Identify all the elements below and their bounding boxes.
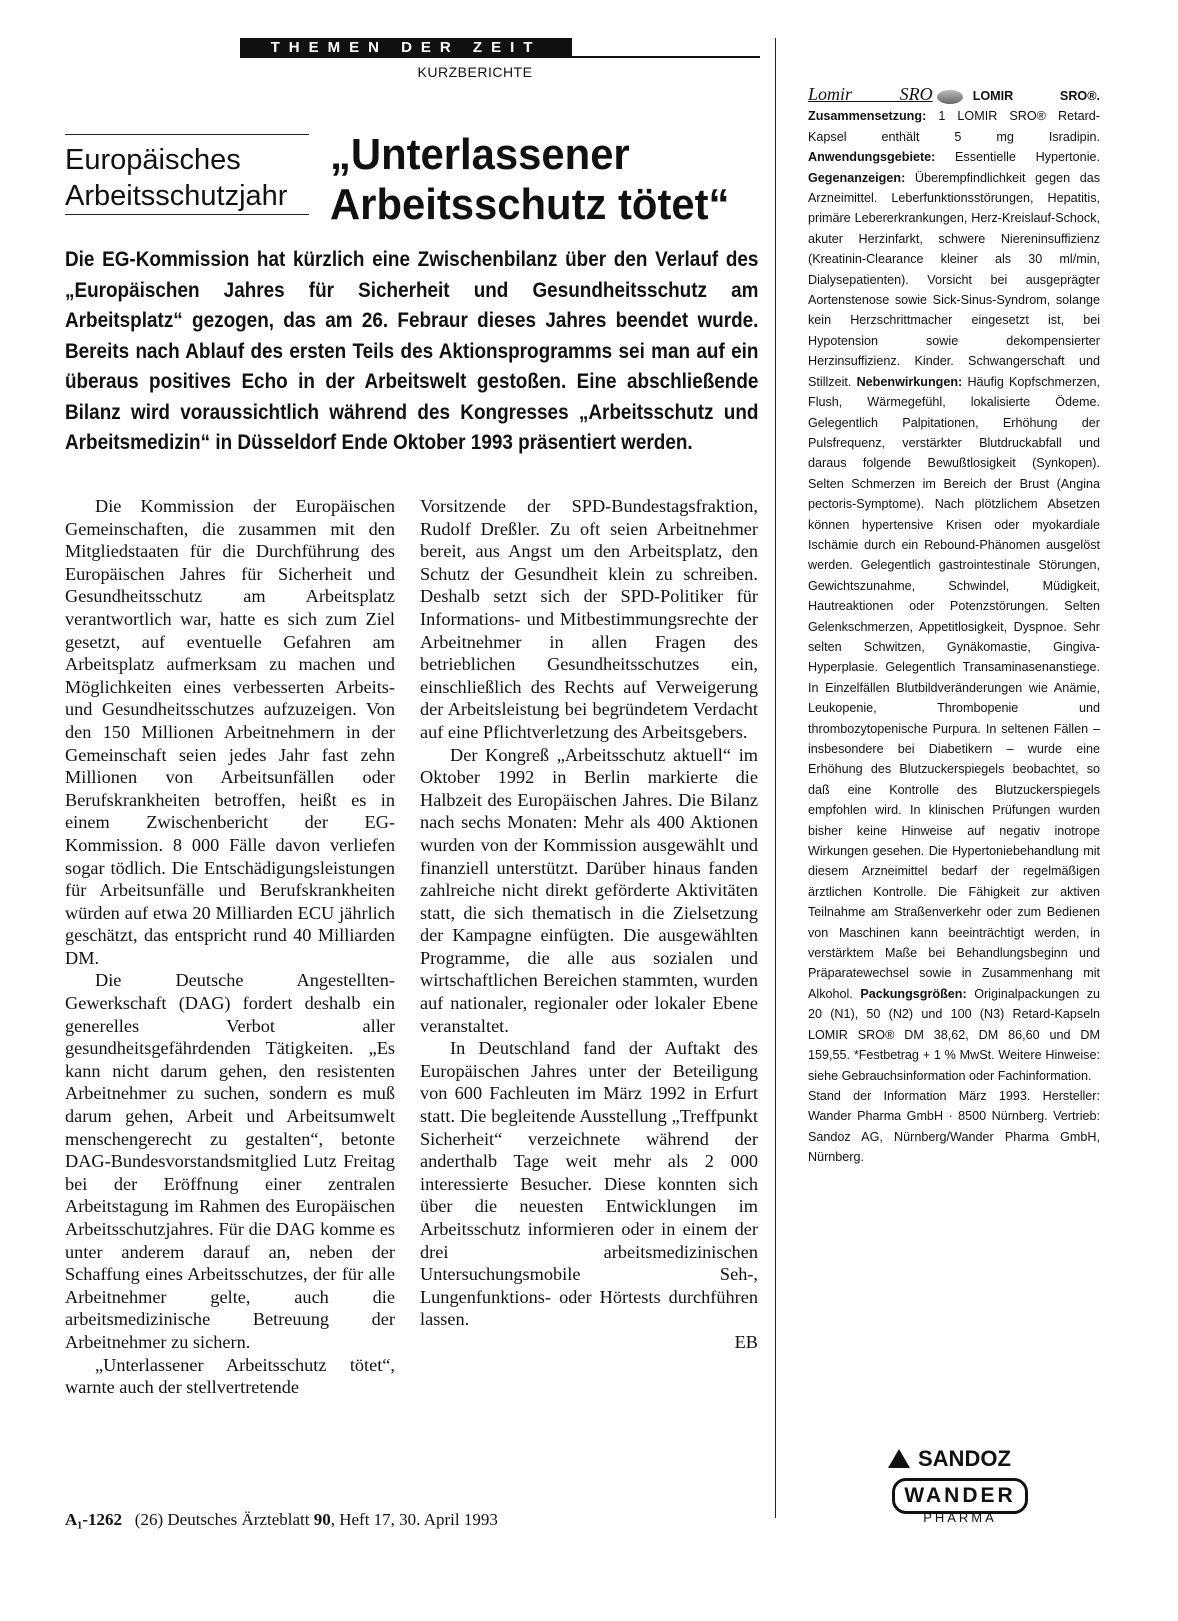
body-paragraph: Die Deutsche Angestellten-Gewerkschaft (DAG) fordert deshalb ein generelles Verbot aller gesundheitsgefährdenden Tätigkeiten. „Es kann nicht darum gehen, den resistenten Arbeitnehmer zu suchen, sondern es muß darum gehen, Arbeit und Arbeitsumwelt menschengerecht zu gestalten“, betonte DAG-Bundesvorstandsmitglied Lutz Freitag bei der Eröffnung einer zentralen Arbeitstagung im Rahmen des Europäischen Arbeitsschutzjahres. Für die DAG komme es unter anderem darauf an, neben der Schaffung eines Arbeitsschutzes, der für alle Arbeitnehmer gelte, auch die arbeitsmedizinische Betreuung der Arbeitnehmer zu sichern.: [65, 970, 395, 1352]
section-kicker: KURZBERICHTE: [417, 64, 533, 80]
ad-label-contraindications: Gegenanzeigen:: [808, 170, 906, 185]
department-line-2: Arbeitsschutzjahr: [65, 180, 288, 212]
sandoz-wordmark: SANDOZ: [918, 1446, 1011, 1471]
headline: [330, 130, 748, 230]
ad-label-indications: Anwendungsgebiete:: [808, 150, 936, 165]
ad-text-indications: Essentielle Hypertonie.: [955, 150, 1100, 165]
brand-logo: Lomir SRO: [808, 84, 933, 104]
wander-pharma-label: PHARMA: [923, 1510, 997, 1525]
ad-label-side-effects: Nebenwirkungen:: [856, 374, 963, 389]
column-divider: [775, 38, 776, 1518]
footer-issue: , Heft 17, 30. April 1993: [330, 1510, 498, 1529]
department-rule-bottom: [65, 214, 309, 215]
footer-journal: (26) Deutsches Ärzteblatt: [134, 1510, 310, 1529]
body-paragraph: „Unterlassener Arbeitsschutz tötet“, warnte auch der stellvertretende: [65, 1354, 395, 1398]
body-column-2: [420, 495, 758, 1354]
section-banner: THEMEN DER ZEIT: [240, 38, 572, 58]
body-paragraph: Die Kommission der Europäischen Gemeinschaften, die zusammen mit den Mitgliedstaaten für die Durchführung des Europäischen Jahres für Sicherheit und Gesundheitsschutz am Arbeitsplatz verantwortlich war, hatte es sich zum Ziel gesetzt, auf eventuelle Gefahren am Arbeitsplatz aufmerksam zu machen und Möglichkeiten eines verbesserten Arbeits- und Gesundheitsschutzes aufzuzeigen. Von den 150 Millionen Arbeitnehmern in der Gemeinschaft seien jedes Jahr fast zehn Millionen von Arbeitsunfällen oder Berufskrankheiten betroffen, heißt es in einem Zwischenbericht der EG-Kommission. 8 000 Fälle davon verliefen sogar tödlich. Die Entschädigungsleistungen für Arbeitsunfälle und Berufskrankheiten würden auf etwa 20 Milliarden ECU jährlich geschätzt, das entspricht rund 40 Milliarden DM.: [65, 496, 395, 968]
page-code: A₁-1262: [65, 1510, 123, 1529]
wander-logo: WANDER: [892, 1478, 1028, 1514]
page-footer: [65, 1510, 498, 1530]
drug-info-ad: [808, 84, 1100, 1168]
ad-paragraph-stand: Stand der Information März 1993. Hersteller: Wander Pharma GmbH · 8500 Nürnberg. Vertrieb: Sandoz AG, Nürnberg/Wander Pharma GmbH, Nürnberg.: [808, 1088, 1100, 1165]
footer-volume: 90: [313, 1510, 331, 1529]
brand-swoosh-icon: [937, 90, 963, 104]
body-paragraph: Vorsitzende der SPD-Bundestagsfraktion, Rudolf Dreßler. Zu oft seien Arbeitnehmer bereit, aus Angst um den Arbeitsplatz, den Schutz der Gesundheit klein zu schreiben. Deshalb setzt sich der SPD-Politiker für Informations- und Mitbestimmungsrechte der Arbeitnehmer in allen Fragen des betrieblichen Gesundheitsschutzes ein, einschließlich des Rechts auf Verweigerung der Arbeitsleistung bei begründetem Verdacht auf eine Pflichtverletzung des Arbeitsgebers.: [420, 496, 758, 742]
ad-text-composition: 1 LOMIR SRO® Retard-Kapsel enthält 5 mg Isradipin.: [808, 109, 1101, 144]
sandoz-logo: [888, 1446, 1068, 1472]
banner-rule: [572, 56, 760, 58]
department-line-1: Europäisches: [65, 144, 241, 176]
ad-text-side-effects: Häufig Kopfschmerzen, Flush, Wärmegefühl, lokalisierte Ödeme. Gelegentlich Palpitationen, Erhöhung der Pulsfrequenz, verstärkter Blutdruckabfall und daraus folgende Bewußtlosigkeit (Synkopen). Selten Schmerzen im Bereich der Brust (Angina pectoris-Symptome). Nach plötzlichem Absetzen können hypertensive Krisen oder myokardiale Ischämie durch ein Rebound-Phänomen ausgelöst werden. Gelegentlich gastrointestinale Störungen, Gewichtszunahme, Schwindel, Müdigkeit, Hautreaktionen oder Potenzstörungen. Selten Gelenkschmerzen, Appetitlosigkeit, Dyspnoe. Sehr selten Schwitzen, Gynäkomastie, Gingiva-Hyperplasie. Gelegentlich Transaminasenanstiege. In Einzelfällen Blutbildveränderungen wie Anämie, Leukopenie, Thrombopenie und thrombozytopenische Purpura. In seltenen Fällen – insbesondere bei Diabetikern – wurde eine Erhöhung des Blutzuckerspiegels beobachtet, so daß eine Kontrolle des Blutzuckerspiegels empfohlen wird. In klinischen Prüfungen wurden bisher keine Hinweise auf negativ inotrope Wirkungen gesehen. Die Hypertoniebehandlung mit diesem Arzneimittel bedarf der regelmäßigen ärztlichen Kontrolle. Die Fähigkeit zur aktiven Teilnahme am Straßenverkehr oder zum Bedienen von Maschinen kann beeinträchtigt werden, in verstärktem Maße bei Behandlungsbeginn und Präparatewechsel sowie in Zusammenhang mit Alkohol.: [808, 374, 1101, 1001]
sandoz-triangle-icon: [888, 1449, 910, 1468]
author-signature: EB: [734, 1331, 758, 1352]
headline-line-1: „Unterlassener: [330, 130, 630, 179]
ad-product-name: LOMIR SRO®.: [972, 89, 1100, 103]
ad-paragraph-main: [808, 84, 1100, 1086]
body-paragraph: In Deutschland fand der Auftakt des Europäischen Jahres unter der Beteiligung von 600 Fachleuten im März 1992 in Erfurt statt. Die begleitende Ausstellung „Treffpunkt Sicherheit“ verzeichnete während der anderthalb Tage weit mehr als 2 000 interessierte Besucher. Diese konnten sich über die neuesten Entwicklungen im Arbeitsschutz informieren oder in einem der drei arbeitsmedizinischen Untersuchungsmobile Seh-, Lungenfunktions- oder Hörtests durchführen lassen.: [420, 1038, 758, 1330]
ad-label-composition: Zusammensetzung:: [808, 109, 927, 124]
body-paragraph: Der Kongreß „Arbeitsschutz aktuell“ im Oktober 1992 in Berlin markierte die Halbzeit des Europäischen Jahres. Die Bilanz nach sechs Monaten: Mehr als 400 Aktionen wurden von der Kommission ausgewählt und finanziell unterstützt. Darüber hinaus fanden zahlreiche nicht direkt geförderte Aktivitäten statt, die sich thematisch in die Zielsetzung der Kampagne einfügten. Die ausgewählten Programme, die alle aus sozialen und wirtschaftlichen Bereichen stammten, wurden auf nationaler, regionaler oder lokaler Ebene veranstaltet.: [420, 744, 758, 1036]
ad-text-contraindications: Überempfindlichkeit gegen das Arzneimittel. Leberfunktionsstörungen, Hepatitis, primäre Lebererkrankungen, Herz-Kreislauf-Schock, akuter Herzinfarkt, schwere Niereninsuffizienz (Kreatinin-Clearance kleiner als 30 ml/min, Dialysepatienten). Vorsicht bei ausgeprägter Aortenstenose sowie Sick-Sinus-Syndrom, solange kein Herzschrittmacher eingesetzt ist, bei Hypotension sowie dekompensierter Herzinsuffizienz. Kinder. Schwangerschaft und Stillzeit.: [808, 170, 1101, 389]
lead-paragraph: Die EG-Kommission hat kürzlich eine Zwischenbilanz über den Verlauf des „Europäischen Jahres für Sicherheit und Gesundheitsschutz am Arbeitsplatz“ gezogen, das am 26. Febraur dieses Jahres beendet wurde. Bereits nach Ablauf des ersten Teils des Aktionsprogramms sei man auf ein überaus positives Echo in der Arbeitswelt gestoßen. Eine abschließende Bilanz wird voraussichtlich während des Kongresses „Arbeitsschutz und Arbeitsmedizin“ in Düsseldorf Ende Oktober 1993 präsentiert werden.: [65, 247, 759, 454]
ad-label-packaging: Packungsgrößen:: [860, 986, 967, 1001]
department-label: [65, 142, 315, 214]
headline-line-2: Arbeitsschutz tötet“: [330, 180, 730, 229]
body-column-1: [65, 495, 395, 1399]
ad-text-packaging: Originalpackungen zu 20 (N1), 50 (N2) und 100 (N3) Retard-Kapseln LOMIR SRO® DM 38,62, DM 86,60 und DM 159,55. *Festbetrag + 1 % MwSt. Weitere Hinweise: siehe Gebrauchsinformation oder Fachinformation.: [808, 986, 1100, 1083]
department-rule-top: [65, 134, 309, 135]
